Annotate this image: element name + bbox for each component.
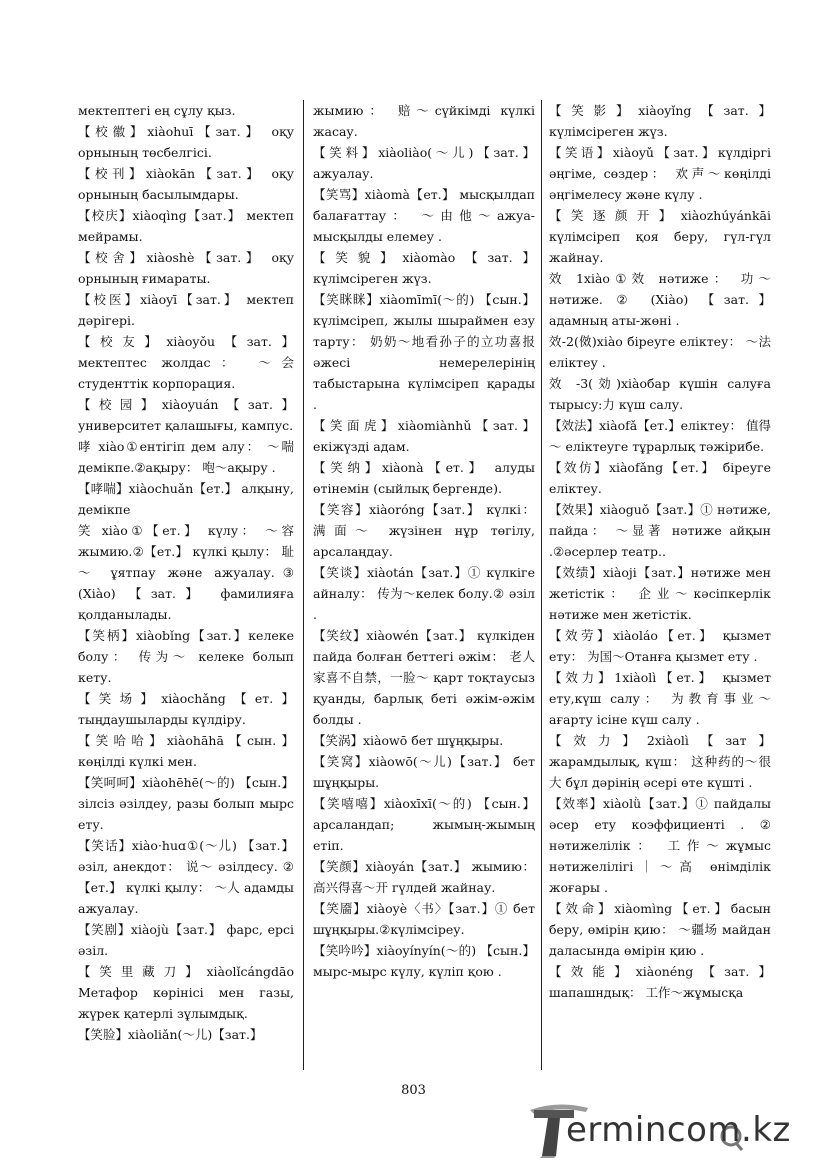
dictionary-entry: 【校园】xiàoyuán【зат.】 университет қалашығы, кампус. [78,397,294,433]
dictionary-entry: 【笑貌】xiàomào【зат.】 күлімсіреген жүз. [313,250,535,286]
dictionary-entry: 【效力】2xiàolì【зат】 жарамдылық, күш： 这种药的～很大 бұл дәрінің әсері өте күшті . [549,733,771,790]
dictionary-entry: 哮 xiào①ентігіп дем алу： ～喘 демікпе.②ақыру： 咆～ақыру . [78,439,294,475]
dictionary-entry: 效 1xiào①效 нәтиже： 功～ нәтиже. ② (Xiào) 【зат.】 адамның аты-жөні . [549,271,771,328]
dictionary-entry: жымию： 赔～сүйкімді күлкі жасау. [313,103,535,139]
dictionary-column-1 [78,100,294,1045]
dictionary-entry: 【笑柄】xiàobǐng【зат.】келеке болу： 传为～ келеке болып кету. [78,628,294,685]
dictionary-entry: 【效劳】xiàoláo【ет.】 қызмет ету： 为国～Отанға қызмет ету . [549,628,771,664]
dictionary-entry: мектептегі ең сұлу қыз. [78,103,236,118]
dictionary-entry: 【校刊】xiàokān【зат.】 оқу орнының басылымдары. [78,166,294,202]
dictionary-entry: 【笑靥】xiàoyè〈书〉【зат.】① бет шұңқыры.②күлімсіреу. [313,901,535,937]
dictionary-entry: 【效率】xiàolǜ【зат.】① пайдалы әсер ету коэффициенті . ② нәтижелілік： 工作～жұмыс нәтижелілігі｜～高 өнімділік жоғары . [549,796,771,895]
dictionary-entry: 【笑嘻嘻】xiàoxīxī(～的) 【сын.】 арсаландап; жымың-жымың етіп. [313,796,535,853]
dictionary-entry: 【哮喘】xiàochuǎn【ет.】 алқыну, демікпе [78,481,294,517]
dictionary-entry: 【笑骂】xiàomà【ет.】 мысқылдап балағаттау： ～由他～ажуа-мысқылды елемеу . [313,187,535,244]
dictionary-entry: 效 -3(効)xiàoбар күшін салуға тырысу:力 күш салу. [549,376,771,412]
dictionary-entry: 笑 xiào①【ет.】 күлу： ～容 жымию.②【ет.】 күлкі қылу： 耻～ ұятпау және ажуалау.③ (Xiào) 【зат.】 фамилияға қолданылады. [78,523,294,622]
dictionary-entry: 【笑眯眯】xiàomīmī(～的) 【сын.】 күлімсіреп, жылы шыраймен езу тарту： 奶奶～地看孙子的立功喜报 әжесі немерелерінің табыстарына күлімсіреп қарады . [313,292,535,412]
dictionary-entry: 【笑涡】xiàowō бет шұңқыры. [313,733,504,748]
dictionary-entry: 【笑料】xiàoliào(～儿)【зат.】 ажуалау. [313,145,535,181]
dictionary-entry: 【效能】xiàonéng【зат.】 шапашндық： 工作～жұмысқа [549,964,771,1000]
dictionary-entry: 【校友】xiàoyǒu【зат.】 мектептес жолдас： ～会 студенттік корпорация. [78,334,294,391]
dictionary-entry: 【校庆】xiàoqìng【зат.】 мектеп мейрамы. [78,208,294,244]
dictionary-entry: 【笑吟吟】xiàoyínyín(～的) 【сын.】 мырс-мырс күлу, күліп қою . [313,943,535,979]
dictionary-entry: 效-2(傚)xiào біреуге еліктеу： ～法 еліктеу . [549,334,771,370]
dictionary-entry: 【笑纹】xiàowén【зат.】 күлкіден пайда болған беттегі әжім： 老人家喜不自禁，一脸～ қарт тоқтаусыз қуанды, барлық беті әжім-әжім болды . [313,628,535,727]
dictionary-entry: 【笑容】xiàoróng【зат.】 күлкі： 满面～ жүзінен нұр төгілу, арсалаңдау. [313,502,535,559]
dictionary-entry: 【笑呵呵】xiàohēhē(～的) 【сын.】 зілсіз әзілдеу, разы болып мырс ету. [78,775,294,832]
dictionary-entry: 【效仿】xiàofǎng【ет.】 біреуге еліктеу. [549,460,771,496]
dictionary-entry: 【校医】xiàoyī【зат.】 мектеп дәрігері. [78,292,294,328]
dictionary-entry: 【效命】xiàomìng【ет.】басын беру, өмірін қию： ～疆场 майдан даласында өмірін қию . [549,901,771,958]
dictionary-entry: 【笑纳】xiàonà【ет.】 алуды өтінемін (сыйлық бергенде). [313,460,535,496]
dictionary-entry: 【笑谈】xiàotán【зат.】① күлкіге айналу： 传为～келек болу.② әзіл . [313,565,535,622]
dictionary-entry: 【笑话】xiào·huɑ①(～儿) 【зат.】 әзіл, анекдот： 说～ әзілдесу. ②【ет.】 күлкі қылу： ～人 адамды ажуалау. [78,838,294,916]
dictionary-entry: 【校徽】xiàohuī【зат.】 оқу орнының төсбелгісі. [78,124,294,160]
dictionary-column-3 [549,100,771,1003]
dictionary-entry: 【笑场】xiàochǎng【ет.】 тыңдаушыларды күлдіру. [78,691,294,727]
dictionary-entry: 【效绩】xiàoji【зат.】нәтиже мен жетістік： 企业～кәсіпкерлік нәтиже мен жетістік. [549,565,771,622]
dictionary-entry: 【笑逐颜开】xiàozhúyánkāi күлімсіреп қоя беру, гүл-гүл жайнау. [549,208,771,265]
dictionary-entry: 【效法】xiàofǎ【ет.】еліктеу： 值得～ еліктеугe тұрарлық тәжірибе. [549,418,771,454]
termincom-logo[interactable] [528,1100,818,1160]
dictionary-column-2 [313,100,535,982]
dictionary-entry: 【笑颜】xiàoyán【зат.】 жымию： 高兴得喜～开 гүлдей жайнау. [313,859,535,895]
dictionary-entry: 【笑里藏刀】xiàolǐcángdāo Метафор көрінісі мен газы, жүрек қатерлі зұлымдық. [78,964,294,1021]
dictionary-entry: 【笑窝】xiàowō(～儿)【зат.】 бет шұңқыры. [313,754,535,790]
dictionary-entry: 【笑语】xiàoyǔ【зат.】күлдіргі әңгіме, сөздер： 欢声～көңілді әңгімелесу және күлу . [549,145,771,202]
logo-text: ermincom.kz [566,1110,791,1150]
dictionary-entry: 【效果】xiàoguǒ【зат.】① нәтиже, пайда： ～显著 нәтиже айқын .②әсерлер театр.. [549,502,771,559]
dictionary-entry: 【效力】1xiàolì【ет.】 қызмет ету,күш салу： 为教育事业～ ағарту ісіне күш салу . [549,670,771,727]
column-divider [303,100,304,1070]
dictionary-entry: 【校舍】xiàoshè【зат.】 оқу орнының ғимараты. [78,250,294,286]
dictionary-entry: 【笑面虎】xiàomiànhǔ【зат.】 екіжүзді адам. [313,418,535,454]
dictionary-entry: 【笑脸】xiàoliǎn(～儿)【зат.】 [78,1027,263,1042]
dictionary-entry: 【笑剧】xiàojù【зат.】 фарс, ерсі әзіл. [78,922,294,958]
dictionary-entry: 【笑哈哈】xiàohāhā【сын.】 көңілді күлкі мен. [78,733,294,769]
column-divider [541,100,542,1070]
dictionary-entry: 【笑影】xiàoyǐng【зат.】 күлімсіреген жүз. [549,103,771,139]
page-number: 803 [401,1083,426,1098]
